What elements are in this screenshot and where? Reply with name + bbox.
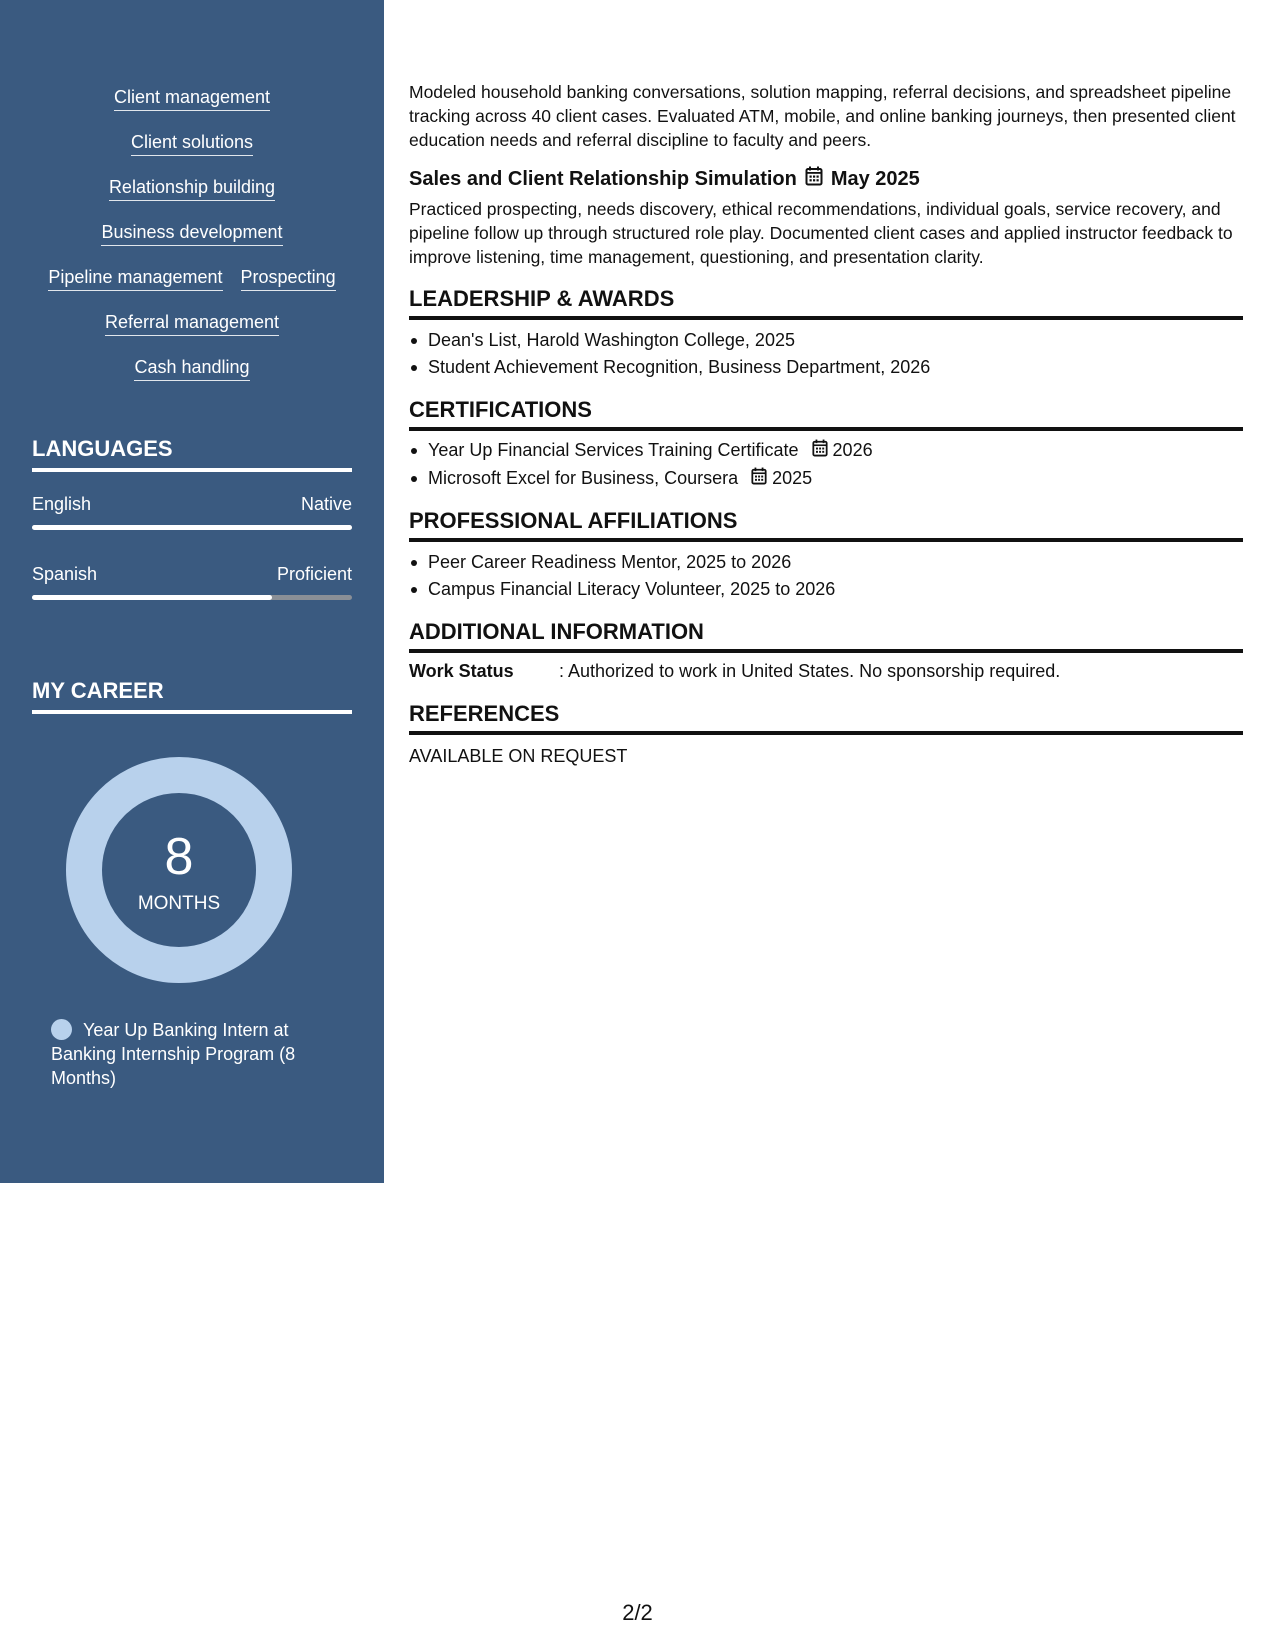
- certifications-list: [409, 437, 1243, 493]
- language-bar: [32, 525, 352, 530]
- skill-row: [0, 86, 384, 131]
- calendar-icon: [812, 438, 828, 465]
- sidebar: [0, 0, 384, 1183]
- language-bar-fill: [32, 595, 272, 600]
- career-legend-text: Year Up Banking Intern at Banking Internship Program (8 Months): [51, 1020, 296, 1088]
- work-status-label: Work Status: [409, 661, 514, 681]
- work-status-value: : Authorized to work in United States. No sponsorship required.: [559, 661, 1061, 681]
- language-name: English: [32, 494, 92, 514]
- skill-link[interactable]: Client solutions: [131, 131, 253, 156]
- skill-row: [0, 221, 384, 266]
- intro-paragraph: Modeled household banking conversations, solution mapping, referral decisions, and spreadsheet pipeline tracking across 40 client cases. Evaluated ATM, mobile, and online banking journeys, then presented client education needs and referral discipline to faculty and peers.: [409, 82, 1236, 150]
- simulation-title: Sales and Client Relationship Simulation: [409, 167, 797, 190]
- certification-year: 2025: [772, 467, 813, 488]
- references-text: AVAILABLE ON REQUEST: [409, 746, 628, 766]
- certifications-heading: CERTIFICATIONS: [409, 397, 1243, 431]
- calendar-icon: [805, 166, 823, 192]
- career-total: 8: [164, 828, 194, 886]
- language-level: Native: [300, 494, 352, 514]
- list-item: Student Achievement Recognition, Business Department, 2026: [409, 354, 1243, 381]
- skill-link[interactable]: Relationship building: [109, 176, 275, 201]
- skill-link[interactable]: Prospecting: [241, 266, 336, 291]
- affiliations-heading: PROFESSIONAL AFFILIATIONS: [409, 508, 1243, 542]
- language-bar: [32, 595, 352, 600]
- leadership-list: [409, 327, 1243, 381]
- simulation-description: Practiced prospecting, needs discovery, ethical recommendations, individual goals, service recovery, and pipeline follow up through structured role play. Documented client cases and applied instructor feedback to improve listening, time management, questioning, and presentation clarity.: [409, 199, 1233, 267]
- language-row: [32, 564, 352, 585]
- skill-row: [0, 356, 384, 401]
- language-row: [32, 494, 352, 515]
- certification-year: 2026: [832, 440, 873, 460]
- leadership-heading: LEADERSHIP & AWARDS: [409, 286, 1243, 320]
- list-item: [409, 465, 1243, 493]
- language-level: Proficient: [276, 564, 352, 584]
- skills-list: [0, 86, 384, 401]
- skill-link[interactable]: Pipeline management: [48, 266, 222, 291]
- career-heading: MY CAREER: [32, 678, 352, 714]
- skill-row: [0, 176, 384, 221]
- page-number: 2/2: [622, 1600, 653, 1625]
- affiliations-list: [409, 549, 1243, 603]
- skill-link[interactable]: Client management: [114, 86, 270, 111]
- legend-dot-icon: [51, 1019, 72, 1040]
- certification-name: Year Up Financial Services Training Certificate: [428, 440, 799, 460]
- simulation-date: May 2025: [830, 167, 920, 190]
- career-unit: MONTHS: [137, 893, 221, 914]
- career-legend: [51, 1018, 341, 1090]
- skill-row: [0, 131, 384, 176]
- list-item: [409, 437, 1243, 465]
- list-item: Campus Financial Literacy Volunteer, 2025 to 2026: [409, 576, 1243, 603]
- skill-link[interactable]: Cash handling: [134, 356, 249, 381]
- skill-link[interactable]: Referral management: [105, 311, 279, 336]
- languages-heading: LANGUAGES: [32, 436, 352, 472]
- certification-name: Microsoft Excel for Business, Coursera: [428, 467, 739, 488]
- list-item: Peer Career Readiness Mentor, 2025 to 2026: [409, 549, 1243, 576]
- additional-info-heading: ADDITIONAL INFORMATION: [409, 619, 1243, 653]
- references-heading: REFERENCES: [409, 701, 1243, 735]
- skill-link[interactable]: Business development: [101, 221, 282, 246]
- skill-row: [0, 266, 384, 311]
- work-status-row: [409, 661, 1060, 682]
- list-item: Dean's List, Harold Washington College, 2025: [409, 327, 1243, 354]
- language-bar-fill: [32, 525, 352, 530]
- skill-row: [0, 311, 384, 356]
- calendar-icon: [751, 466, 767, 493]
- language-name: Spanish: [32, 564, 98, 584]
- simulation-title-row: [409, 166, 920, 192]
